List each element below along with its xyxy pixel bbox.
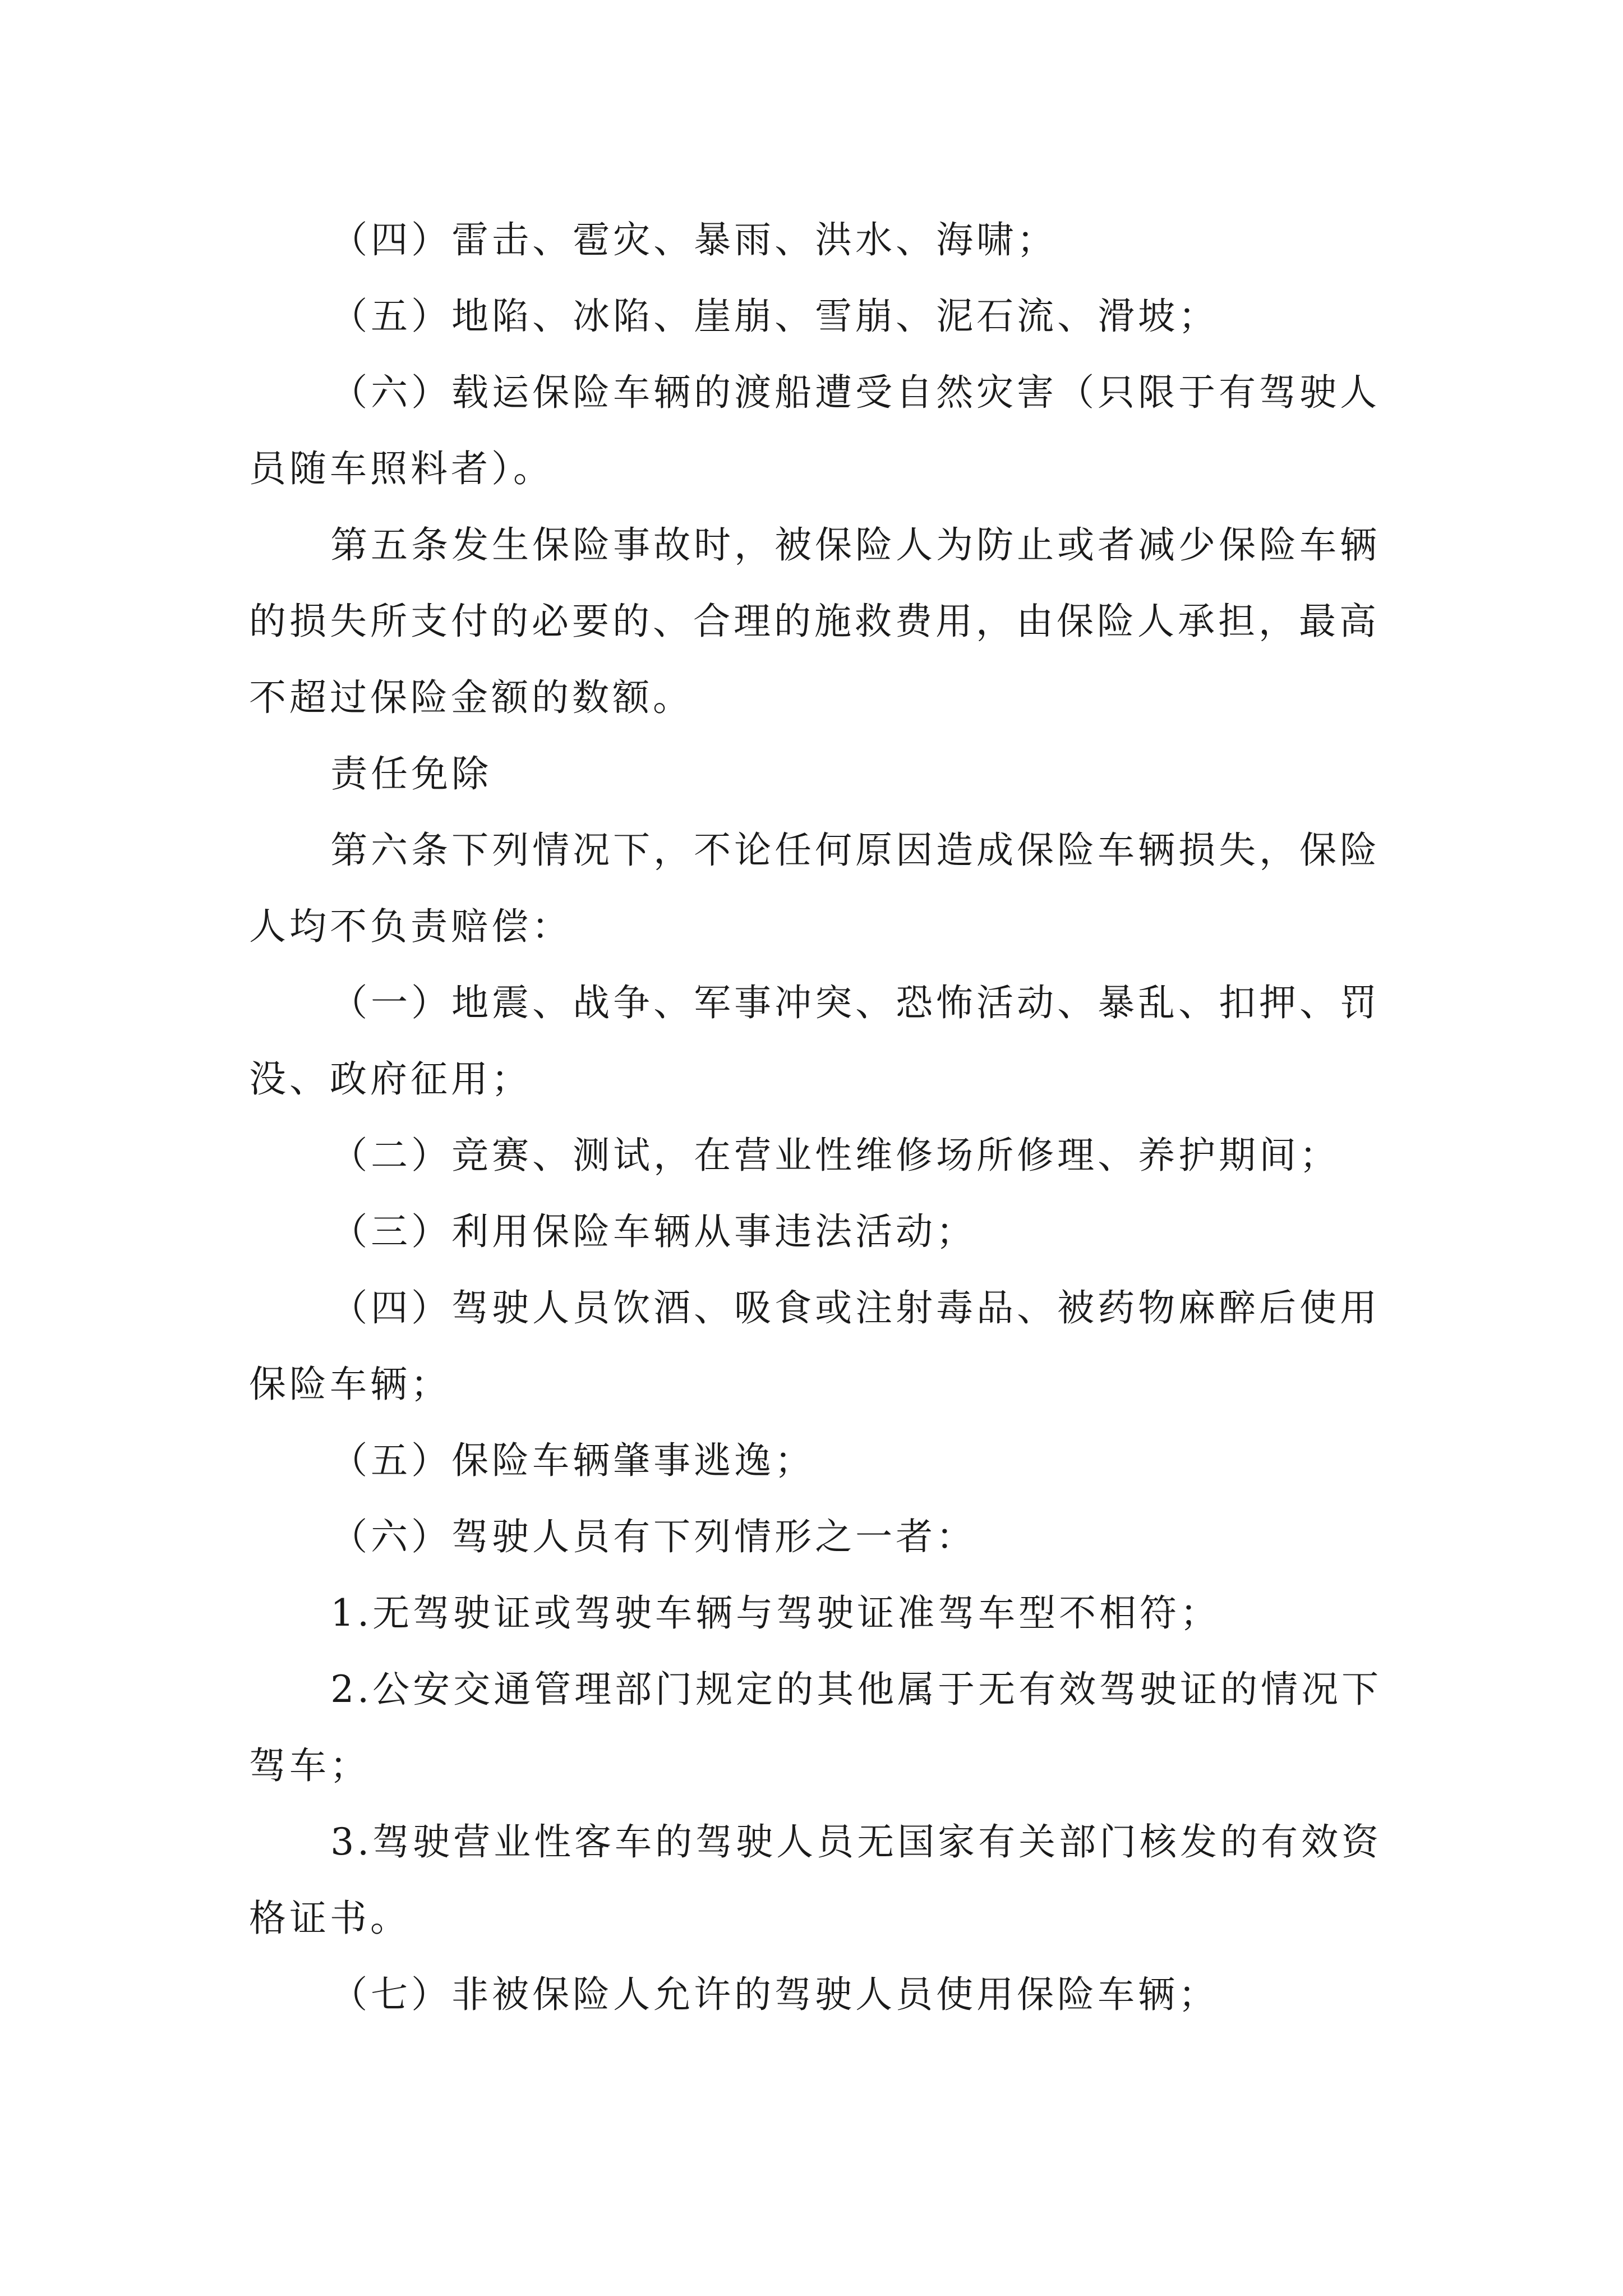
document-body [249, 202, 1387, 2033]
paragraph-exclusion-6-item-1: 1.无驾驶证或驾驶车辆与驾驶证准驾车型不相符； [330, 1591, 1221, 1635]
paragraph-exclusion-2: （二）竞赛、测试，在营业性维修场所修理、养护期间； [330, 1134, 1340, 1177]
paragraph-exclusion-7: （七）非被保险人允许的驾驶人员使用保险车辆； [330, 1973, 1219, 2016]
paragraph-exclusion-6-item-3: 3.驾驶营业性客车的驾驶人员无国家有关部门核发的有效资格证书。 [249, 1820, 1382, 1940]
paragraph-clause-4-lightning: （四）雷击、雹灾、暴雨、洪水、海啸； [330, 218, 1058, 261]
section-heading-exclusions: 责任免除 [330, 752, 492, 795]
paragraph-article-5: 第五条发生保险事故时，被保险人为防止或者减少保险车辆的损失所支付的必要的、合理的施救费用，由保险人承担，最高不超过保险金额的数额。 [249, 523, 1381, 719]
paragraph-clause-5-landslide: （五）地陷、冰陷、崖崩、雪崩、泥石流、滑坡； [330, 295, 1219, 338]
paragraph-exclusion-1: （一）地震、战争、军事冲突、恐怖活动、暴乱、扣押、罚没、政府征用； [249, 981, 1381, 1101]
paragraph-clause-6-ferry: （六）载运保险车辆的渡船遭受自然灾害（只限于有驾驶人员随车照料者）。 [249, 371, 1381, 490]
paragraph-exclusion-6: （六）驾驶人员有下列情形之一者： [330, 1515, 977, 1558]
paragraph-exclusion-3: （三）利用保险车辆从事违法活动； [330, 1210, 977, 1253]
paragraph-exclusion-4: （四）驾驶人员饮酒、吸食或注射毒品、被药物麻醉后使用保险车辆； [249, 1286, 1381, 1406]
paragraph-exclusion-6-item-2: 2.公安交通管理部门规定的其他属于无有效驾驶证的情况下驾车； [249, 1668, 1382, 1787]
paragraph-article-6: 第六条下列情况下，不论任何原因造成保险车辆损失，保险人均不负责赔偿： [249, 829, 1381, 948]
paragraph-exclusion-5: （五）保险车辆肇事逃逸； [330, 1439, 815, 1482]
